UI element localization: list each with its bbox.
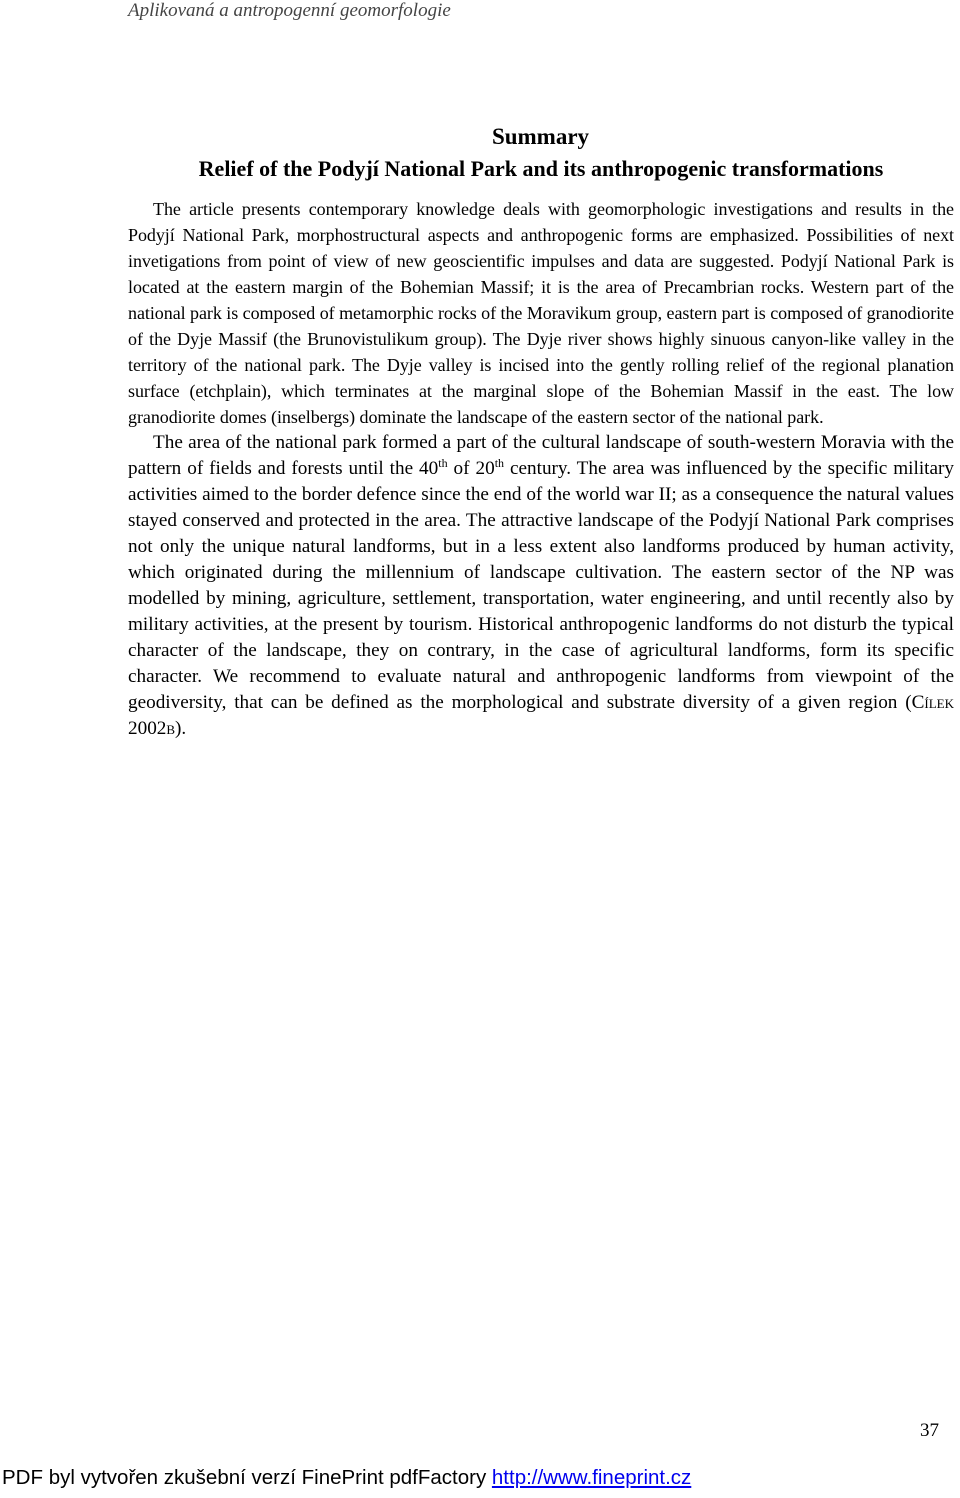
running-head: Aplikovaná a antropogenní geomorfologie xyxy=(128,0,451,21)
summary-paragraph-1: The article presents contemporary knowledge deals with geomorphologic investigations and results in the Podyjí National Park, morphostructural aspects and anthropogenic forms are emphasized. Possibilities of next invetigations from point of view of new geoscientific impulses and data are suggested. Podyjí National Park is located at the eastern margin of the Bohemian Massif; it is the area of Precambrian rocks. Western part of the national park is composed of metamorphic rocks of the Moravikum group, eastern part is composed of granodiorite of the Dyje Massif (the Brunovistulikum group). The Dyje river shows highly sinuous canyon-like valley in the territory of the national park. The Dyje valley is incised into the gently rolling relief of the regional planation surface (etchplain), which terminates at the marginal slope of the Bohemian Massif in the east. The low granodiorite domes (inselbergs) dominate the landscape of the eastern sector of the national park. xyxy=(128,199,954,427)
superscript-th-2: th xyxy=(494,456,505,470)
citation-suffix: b xyxy=(166,718,176,739)
footer xyxy=(2,1466,691,1490)
article-title: Relief of the Podyjí National Park and its anthropogenic transformations xyxy=(198,156,884,181)
paragraph-2-text-d: ). xyxy=(175,718,187,739)
citation-author: Cílek xyxy=(911,692,954,713)
citation-year: 2002 xyxy=(128,718,167,739)
paragraph-2-text-c: century. The area was influenced by the specific military activities aimed to the border defence since the end of the world war II; as a consequence the natural values stayed conserved and protected in the area. The attractive landscape of the Podyjí National Park comprises not only the unique natural landforms, but in a less extent also landforms produced by human activity, which originated during the millennium of landscape cultivation. The eastern sector of the NP was modelled by mining, agriculture, settlement, transportation, water engineering, and until recently also by military activities, at the present by tourism. Historical anthropogenic landforms do not disturb the typical character of the landscape, they on contrary, in the case of agricultural landforms, form its specific character. We recommend to evaluate natural and anthropogenic landforms from viewpoint of the geodiversity, that can be defined as the morphological and substrate diversity of a given region ( xyxy=(128,458,954,713)
summary-paragraph-2 xyxy=(128,430,954,742)
footer-text: PDF byl vytvořen zkušební verzí FinePrint pdfFactory xyxy=(2,1466,492,1489)
paragraph-2-text-a: The area of the national park formed a part of the cultural landscape of south-western Moravia with the pattern of fields and forests until the 40 xyxy=(128,432,954,479)
page-number: 37 xyxy=(920,1420,939,1441)
paragraph-2-text-b: of 20 xyxy=(447,458,495,479)
footer-link[interactable]: http://www.fineprint.cz xyxy=(491,1466,692,1489)
superscript-th-1: th xyxy=(438,456,448,470)
summary-body xyxy=(128,196,954,742)
summary-heading: Summary xyxy=(491,124,590,149)
